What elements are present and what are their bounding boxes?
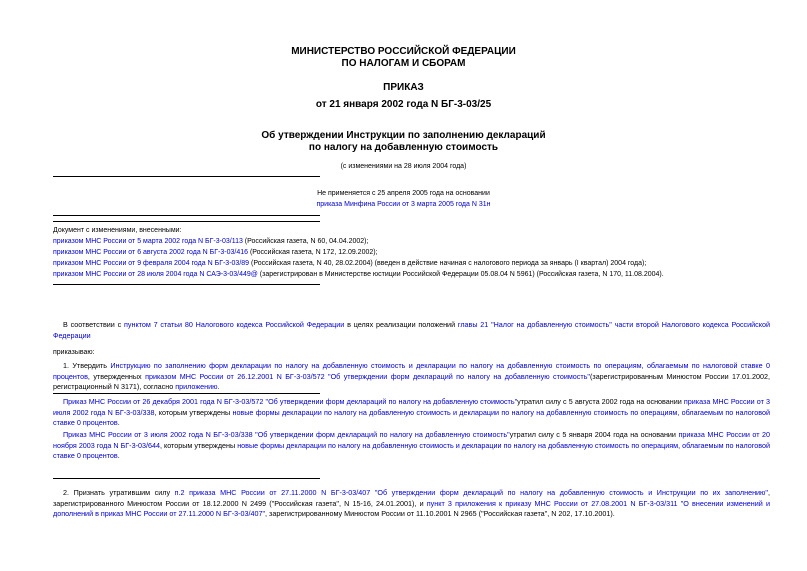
- order-311-link[interactable]: пункт 3 приложения к приказу МНС России от 27.08.2001 N БГ-3-03/311 "О внесении изменений и дополнений в приказ МНС России от 27.11.2000 N БГ-3-03/407": [53, 498, 770, 518]
- divider: [53, 284, 320, 285]
- change-item-link[interactable]: приказом МНС России от 28 июля 2004 года N САЭ-3-03/449@: [53, 271, 258, 278]
- paragraph-text: , зарегистрированному Минюстом России от 11.10.2001 N 2965 ("Российская газета", N 202, 17.10.2001).: [265, 509, 615, 518]
- instruction-link[interactable]: Инструкцию по заполнению форм декларации по налогу на добавленную стоимость и декларации по налогу на добавленную стоимость по операциям, облагаемым по налоговой ставке 0 процентов: [53, 361, 770, 381]
- order-word: приказываю:: [53, 349, 95, 356]
- item-1-paragraph: [53, 361, 770, 393]
- paragraph-text: , зарегистрированного Минюстом России от 18.12.2000 N 2499 ("Российская газета", N 15-16, 24.01.2001), и: [53, 488, 770, 508]
- divider: [53, 215, 320, 216]
- change-item-text: (зарегистрирован в Министерстве юстиции Российской Федерации 05.08.04 N 5961) (Российская газета, N 170, 11.08.2004).: [257, 271, 664, 278]
- order-572-link[interactable]: приказом МНС России от 26.12.2001 N БГ-3-03/572 "Об утверждении форм деклараций по налогу на добавленную стоимость": [145, 371, 590, 381]
- status-link-wrap: [0, 200, 807, 210]
- title-line-2: по налогу на добавленную стоимость: [308, 142, 499, 153]
- divider: [53, 176, 320, 177]
- paragraph-text: (зарегистрированным Минюстом России 17.01.2002, регистрационный N 3171), согласно: [53, 371, 771, 391]
- order-338-link[interactable]: приказа МНС России от 3 июля 2002 года N БГ-3-03/338: [53, 397, 770, 417]
- tax-code-chapter-link[interactable]: главы 21 "Налог на добавленную стоимость" части второй Налогового кодекса Российской Федерации: [53, 320, 770, 340]
- order-644-link[interactable]: приказа МНС России от 20 ноября 2003 года N БГ-3-03/644: [53, 430, 770, 450]
- divider: [53, 478, 320, 479]
- change-item-link[interactable]: приказом МНС России от 9 февраля 2004 года N БГ-3-03/89: [53, 260, 250, 267]
- paragraph-text: , которым утверждены: [159, 440, 238, 450]
- changes-intro: Документ с изменениями, внесенными:: [53, 227, 182, 234]
- change-item-link[interactable]: приказом МНС России от 6 августа 2002 года N БГ-3-03/416: [53, 249, 249, 256]
- paragraph-text: в целях реализации положений: [344, 320, 458, 329]
- appendix-link[interactable]: приложению: [175, 382, 218, 391]
- paragraph-text: , которым утверждены: [154, 407, 233, 417]
- new-forms-link[interactable]: новые формы декларации по налогу на добавленную стоимость и декларации по налогу на добавленную стоимость по операциям, облагаемым по налоговой ставке 0 процентов: [53, 407, 770, 427]
- status-link[interactable]: приказа Минфина России от 3 марта 2005 года N 31н: [316, 201, 491, 208]
- paragraph-text: 1. Утвердить: [63, 361, 111, 370]
- ministry-line-2: ПО НАЛОГАМ И СБОРАМ: [341, 58, 466, 69]
- paragraph-text: .: [117, 418, 120, 427]
- note-paragraph-2: [53, 430, 770, 462]
- change-item-text: (Российская газета, N 40, 28.02.2004) (введен в действие начиная с налогового периода за январь (I квартал) 2004 года);: [249, 260, 647, 267]
- order-407-link[interactable]: п.2 приказа МНС России от 27.11.2000 N БГ-3-03/407 "Об утверждении форм деклараций по налогу на добавленную стоимость и Инструкции по их заполнению": [174, 488, 768, 497]
- status-line: Не применяется с 25 апреля 2005 года на основании: [317, 190, 490, 197]
- divider: [53, 221, 320, 222]
- new-forms-link[interactable]: новые формы декларации по налогу на добавленную стоимость и декларации по налогу на добавленную стоимость по операциям, облагаемым по налоговой ставке 0 процентов: [53, 440, 771, 460]
- paragraph-text: , утвержденных: [87, 371, 146, 381]
- change-item: [53, 237, 368, 247]
- revision-note: (с изменениями на 28 июля 2004 года): [340, 163, 467, 170]
- doc-date-number: от 21 января 2002 года N БГ-3-03/25: [315, 99, 492, 110]
- paragraph-text: утратил силу с 5 января 2004 года на основании: [509, 430, 679, 439]
- paragraph-text: .: [217, 382, 220, 391]
- item-2-paragraph: [53, 488, 770, 520]
- divider: [53, 393, 320, 394]
- change-item-text: (Российская газета, N 60, 04.04.2002);: [242, 238, 369, 245]
- ministry-line-1: МИНИСТЕРСТВО РОССИЙСКОЙ ФЕДЕРАЦИИ: [291, 46, 516, 57]
- change-item: [53, 248, 378, 258]
- change-item: [53, 259, 646, 269]
- paragraph-text: утратил силу с 5 августа 2002 года на основании: [517, 397, 684, 406]
- order-338-note-link[interactable]: Приказ МНС России от 3 июля 2002 года N БГ-3-03/338 "Об утверждении форм деклараций по налогу на добавленную стоимость": [63, 430, 510, 439]
- doc-type: ПРИКАЗ: [383, 82, 424, 93]
- paragraph-text: .: [117, 451, 120, 460]
- change-item: [53, 270, 664, 280]
- paragraph-text: 2. Признать утратившим силу: [63, 488, 175, 497]
- paragraph-text: В соответствии с: [63, 320, 124, 329]
- change-item-link[interactable]: приказом МНС России от 5 марта 2002 года N БГ-3-03/113: [53, 238, 243, 245]
- order-572-note-link[interactable]: Приказ МНС России от 26 декабря 2001 года N БГ-3-03/572 "Об утверждении форм деклараций по налогу на добавленную стоимость": [63, 397, 518, 406]
- tax-code-article-link[interactable]: пунктом 7 статьи 80 Налогового кодекса Российской Федерации: [123, 320, 345, 329]
- title-line-1: Об утверждении Инструкции по заполнению деклараций: [261, 130, 546, 141]
- change-item-text: (Российская газета, N 172, 12.09.2002);: [248, 249, 378, 256]
- note-paragraph-1: [53, 397, 770, 429]
- preamble-paragraph: [53, 320, 770, 341]
